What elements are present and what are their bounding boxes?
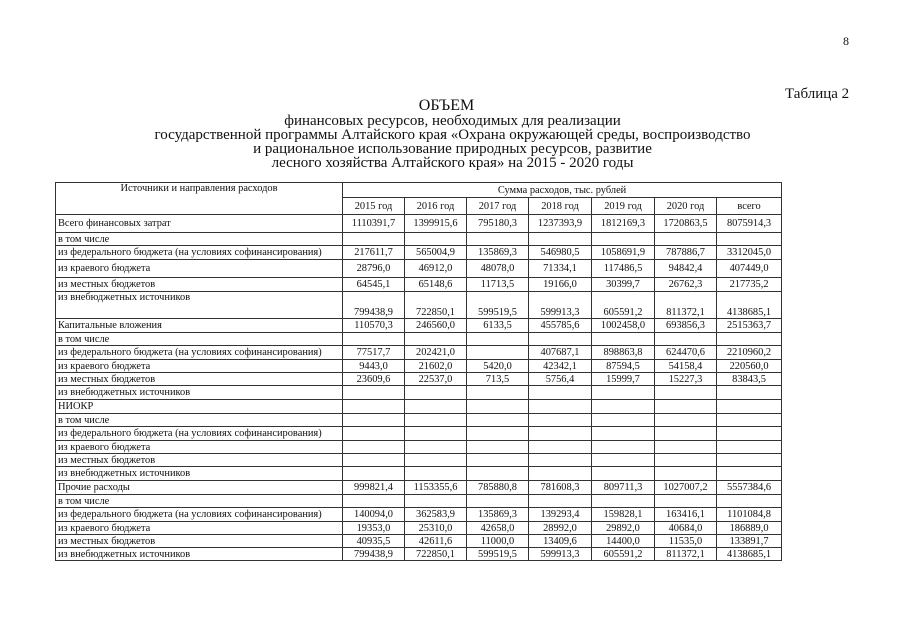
value-cell: [343, 467, 405, 481]
value-cell: [467, 495, 529, 508]
row-label: из местных бюджетов: [56, 454, 343, 467]
row-label: из местных бюджетов: [56, 535, 343, 548]
title-line: финансовых ресурсов, необходимых для реализации: [284, 113, 621, 129]
value-cell: [655, 427, 717, 441]
value-cell: [592, 386, 655, 400]
value-cell: 159828,1: [592, 508, 655, 522]
value-cell: 15227,3: [655, 373, 717, 386]
table-row: [56, 467, 782, 481]
value-cell: 1812169,3: [592, 215, 655, 233]
table-row: [56, 333, 782, 346]
value-cell: 3312045,0: [717, 246, 782, 260]
value-cell: 362583,9: [405, 508, 467, 522]
value-cell: [467, 414, 529, 427]
value-cell: [717, 414, 782, 427]
value-cell: 2515363,7: [717, 319, 782, 333]
value-cell: [343, 441, 405, 454]
value-cell: [405, 454, 467, 467]
value-cell: [467, 454, 529, 467]
value-cell: 4138685,1: [717, 548, 782, 561]
value-cell: 11713,5: [467, 278, 529, 292]
value-cell: 246560,0: [405, 319, 467, 333]
value-cell: [655, 233, 717, 246]
value-cell: [717, 441, 782, 454]
value-cell: 811372,1: [655, 548, 717, 561]
header-year: 2017 год: [467, 198, 529, 215]
row-label: в том числе: [56, 233, 343, 246]
value-cell: [343, 495, 405, 508]
value-cell: [343, 400, 405, 414]
value-cell: [529, 454, 592, 467]
value-cell: 5420,0: [467, 360, 529, 373]
value-cell: 15999,7: [592, 373, 655, 386]
row-label: из федерального бюджета (на условиях софинансирования): [56, 427, 343, 441]
value-cell: 135869,3: [467, 508, 529, 522]
value-cell: 135869,3: [467, 246, 529, 260]
value-cell: 713,5: [467, 373, 529, 386]
table-row: [56, 522, 782, 535]
value-cell: 407449,0: [717, 260, 782, 278]
table-row: [56, 373, 782, 386]
value-cell: 139293,4: [529, 508, 592, 522]
value-cell: 110570,3: [343, 319, 405, 333]
table-row: [56, 414, 782, 427]
value-cell: 407687,1: [529, 346, 592, 360]
value-cell: [467, 346, 529, 360]
value-cell: [343, 333, 405, 346]
value-cell: [467, 233, 529, 246]
value-cell: [343, 414, 405, 427]
document-title: [0, 98, 905, 170]
value-cell: [467, 427, 529, 441]
value-cell: [717, 233, 782, 246]
value-cell: [655, 386, 717, 400]
value-cell: [529, 467, 592, 481]
row-label: из краевого бюджета: [56, 260, 343, 278]
value-cell: 546980,5: [529, 246, 592, 260]
value-cell: 220560,0: [717, 360, 782, 373]
value-cell: [405, 414, 467, 427]
value-cell: [529, 233, 592, 246]
value-cell: 28992,0: [529, 522, 592, 535]
value-cell: 799438,9: [343, 548, 405, 561]
value-cell: [467, 386, 529, 400]
table-row: [56, 278, 782, 292]
value-cell: [717, 495, 782, 508]
value-cell: 133891,7: [717, 535, 782, 548]
value-cell: 14400,0: [592, 535, 655, 548]
value-cell: 5557384,6: [717, 481, 782, 495]
value-cell: [529, 427, 592, 441]
table-row: [56, 535, 782, 548]
value-cell: [405, 386, 467, 400]
value-cell: [592, 400, 655, 414]
header-year: 2018 год: [529, 198, 592, 215]
value-cell: [529, 333, 592, 346]
table-row: [56, 481, 782, 495]
table-row: [56, 319, 782, 333]
value-cell: 781608,3: [529, 481, 592, 495]
value-cell: 599913,3: [529, 548, 592, 561]
header-year: всего: [717, 198, 782, 215]
value-cell: 48078,0: [467, 260, 529, 278]
value-cell: [655, 414, 717, 427]
value-cell: [343, 233, 405, 246]
table-row: [56, 360, 782, 373]
value-cell: 29892,0: [592, 522, 655, 535]
value-cell: 722850,1: [405, 548, 467, 561]
value-cell: [529, 386, 592, 400]
value-cell: 46912,0: [405, 260, 467, 278]
value-cell: 77517,7: [343, 346, 405, 360]
value-cell: [467, 400, 529, 414]
value-cell: 999821,4: [343, 481, 405, 495]
table-row: [56, 386, 782, 400]
title-line: лесного хозяйства Алтайского края» на 2015 - 2020 годы: [271, 155, 634, 171]
value-cell: [529, 441, 592, 454]
value-cell: 599519,5: [467, 292, 529, 319]
row-label: из краевого бюджета: [56, 360, 343, 373]
value-cell: 28796,0: [343, 260, 405, 278]
value-cell: 565004,9: [405, 246, 467, 260]
value-cell: 795180,3: [467, 215, 529, 233]
value-cell: 64545,1: [343, 278, 405, 292]
value-cell: 54158,4: [655, 360, 717, 373]
value-cell: 1153355,6: [405, 481, 467, 495]
page-number: 8: [843, 34, 849, 48]
value-cell: 19353,0: [343, 522, 405, 535]
value-cell: [592, 414, 655, 427]
value-cell: [467, 333, 529, 346]
value-cell: 1110391,7: [343, 215, 405, 233]
financing-table: [55, 182, 782, 561]
table-row: [56, 346, 782, 360]
value-cell: [592, 454, 655, 467]
value-cell: 1027007,2: [655, 481, 717, 495]
header-source: Источники и направления расходов: [56, 183, 343, 215]
table-row: [56, 292, 782, 319]
table-row: [56, 246, 782, 260]
value-cell: [717, 467, 782, 481]
value-cell: 19166,0: [529, 278, 592, 292]
value-cell: 65148,6: [405, 278, 467, 292]
value-cell: [592, 233, 655, 246]
value-cell: 2210960,2: [717, 346, 782, 360]
row-label: из внебюджетных источников: [56, 386, 343, 400]
value-cell: [529, 495, 592, 508]
row-label: из внебюджетных источников: [56, 548, 343, 561]
row-label: НИОКР: [56, 400, 343, 414]
value-cell: [405, 495, 467, 508]
row-label: из местных бюджетов: [56, 373, 343, 386]
row-label: Прочие расходы: [56, 481, 343, 495]
value-cell: 605591,2: [592, 292, 655, 319]
header-year: 2020 год: [655, 198, 717, 215]
value-cell: 599519,5: [467, 548, 529, 561]
value-cell: [405, 333, 467, 346]
value-cell: 163416,1: [655, 508, 717, 522]
header-year: 2016 год: [405, 198, 467, 215]
table-label: Таблица 2: [785, 86, 850, 102]
value-cell: 455785,6: [529, 319, 592, 333]
value-cell: 9443,0: [343, 360, 405, 373]
value-cell: 811372,1: [655, 292, 717, 319]
row-label: из федерального бюджета (на условиях софинансирования): [56, 508, 343, 522]
value-cell: 605591,2: [592, 548, 655, 561]
title-heading: ОБЪЕМ: [418, 97, 475, 114]
value-cell: [529, 414, 592, 427]
value-cell: [592, 427, 655, 441]
value-cell: [655, 333, 717, 346]
table-row: [56, 400, 782, 414]
value-cell: 140094,0: [343, 508, 405, 522]
table-row: [56, 454, 782, 467]
value-cell: 599913,3: [529, 292, 592, 319]
value-cell: 6133,5: [467, 319, 529, 333]
row-label: из федерального бюджета (на условиях софинансирования): [56, 246, 343, 260]
table-row: [56, 233, 782, 246]
value-cell: [592, 467, 655, 481]
value-cell: 83843,5: [717, 373, 782, 386]
value-cell: 4138685,1: [717, 292, 782, 319]
value-cell: 1058691,9: [592, 246, 655, 260]
value-cell: 42658,0: [467, 522, 529, 535]
value-cell: 13409,6: [529, 535, 592, 548]
table-row: [56, 427, 782, 441]
value-cell: [592, 333, 655, 346]
header-year: 2015 год: [343, 198, 405, 215]
value-cell: 217611,7: [343, 246, 405, 260]
title-line: и рациональное использование природных ресурсов, развитие: [253, 141, 652, 157]
value-cell: 787886,7: [655, 246, 717, 260]
row-label: в том числе: [56, 414, 343, 427]
value-cell: [467, 467, 529, 481]
value-cell: [343, 427, 405, 441]
value-cell: 40935,5: [343, 535, 405, 548]
value-cell: 42611,6: [405, 535, 467, 548]
value-cell: [717, 400, 782, 414]
value-cell: 11000,0: [467, 535, 529, 548]
row-label: в том числе: [56, 495, 343, 508]
value-cell: 40684,0: [655, 522, 717, 535]
value-cell: [717, 427, 782, 441]
row-label: из внебюджетных источников: [56, 292, 343, 319]
value-cell: [405, 233, 467, 246]
value-cell: [343, 386, 405, 400]
value-cell: 722850,1: [405, 292, 467, 319]
value-cell: 1002458,0: [592, 319, 655, 333]
row-label: Капитальные вложения: [56, 319, 343, 333]
header-sum: Сумма расходов, тыс. рублей: [343, 183, 782, 198]
value-cell: 1399915,6: [405, 215, 467, 233]
value-cell: [405, 441, 467, 454]
value-cell: 5756,4: [529, 373, 592, 386]
header-year: 2019 год: [592, 198, 655, 215]
value-cell: [405, 400, 467, 414]
value-cell: 693856,3: [655, 319, 717, 333]
row-label: из местных бюджетов: [56, 278, 343, 292]
value-cell: 21602,0: [405, 360, 467, 373]
value-cell: 8075914,3: [717, 215, 782, 233]
row-label: из федерального бюджета (на условиях софинансирования): [56, 346, 343, 360]
value-cell: 202421,0: [405, 346, 467, 360]
value-cell: 117486,5: [592, 260, 655, 278]
value-cell: [717, 454, 782, 467]
table-row: [56, 215, 782, 233]
value-cell: 42342,1: [529, 360, 592, 373]
value-cell: [717, 386, 782, 400]
row-label: из внебюджетных источников: [56, 467, 343, 481]
value-cell: [467, 441, 529, 454]
value-cell: 799438,9: [343, 292, 405, 319]
value-cell: 186889,0: [717, 522, 782, 535]
value-cell: 809711,3: [592, 481, 655, 495]
value-cell: 94842,4: [655, 260, 717, 278]
value-cell: 30399,7: [592, 278, 655, 292]
value-cell: [405, 467, 467, 481]
value-cell: [655, 495, 717, 508]
table-row: [56, 495, 782, 508]
value-cell: 217735,2: [717, 278, 782, 292]
title-line: государственной программы Алтайского края «Охрана окружающей среды, воспроизводство: [154, 127, 751, 143]
value-cell: 23609,6: [343, 373, 405, 386]
value-cell: [655, 454, 717, 467]
value-cell: [717, 333, 782, 346]
row-label: в том числе: [56, 333, 343, 346]
value-cell: [655, 400, 717, 414]
value-cell: 1101084,8: [717, 508, 782, 522]
row-label: Всего финансовых затрат: [56, 215, 343, 233]
value-cell: 1237393,9: [529, 215, 592, 233]
table-row: [56, 260, 782, 278]
value-cell: 22537,0: [405, 373, 467, 386]
value-cell: [592, 495, 655, 508]
value-cell: 898863,8: [592, 346, 655, 360]
row-label: из краевого бюджета: [56, 441, 343, 454]
value-cell: [529, 400, 592, 414]
value-cell: 624470,6: [655, 346, 717, 360]
value-cell: [592, 441, 655, 454]
value-cell: [405, 427, 467, 441]
value-cell: [655, 441, 717, 454]
value-cell: 87594,5: [592, 360, 655, 373]
table-row: [56, 548, 782, 561]
value-cell: 26762,3: [655, 278, 717, 292]
value-cell: 71334,1: [529, 260, 592, 278]
value-cell: [343, 454, 405, 467]
value-cell: 1720863,5: [655, 215, 717, 233]
value-cell: 11535,0: [655, 535, 717, 548]
value-cell: 785880,8: [467, 481, 529, 495]
table-row: [56, 508, 782, 522]
row-label: из краевого бюджета: [56, 522, 343, 535]
value-cell: 25310,0: [405, 522, 467, 535]
table-row: [56, 441, 782, 454]
value-cell: [655, 467, 717, 481]
